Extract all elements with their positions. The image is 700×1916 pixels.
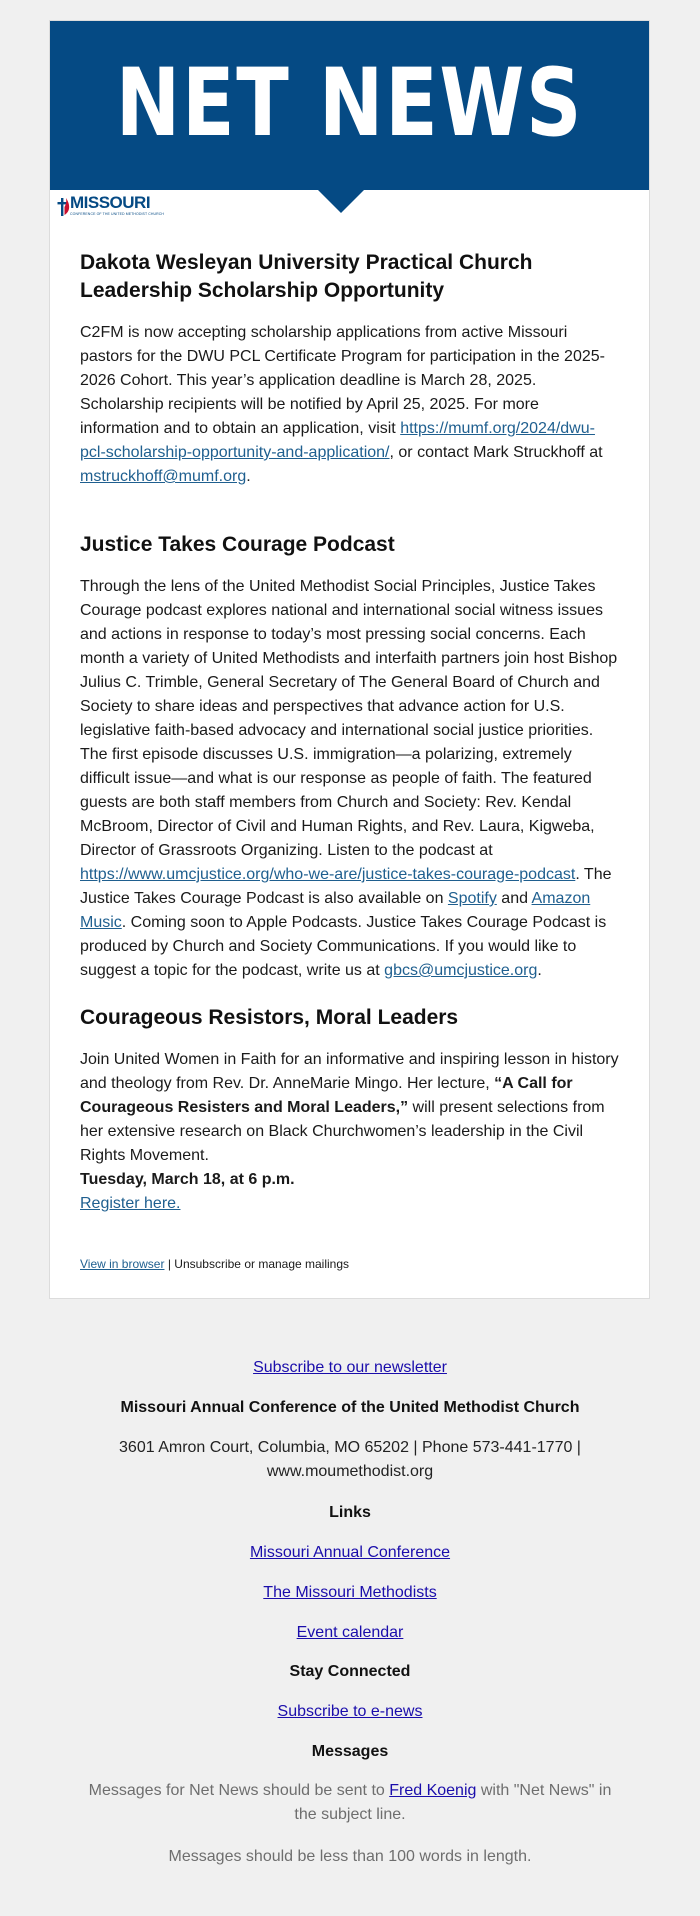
body-text: , or contact Mark Struckhoff at <box>389 444 603 461</box>
missouri-annual-conference-link[interactable]: Missouri Annual Conference <box>249 1544 451 1561</box>
event-date: Tuesday, March 18, at 6 p.m. <box>80 1171 295 1188</box>
links-row <box>0 1622 700 1644</box>
article-body <box>80 575 620 983</box>
stay-connected-heading: Stay Connected <box>289 1663 411 1680</box>
body-text: C2FM is now accepting scholarship applications from active Missouri pastors for the DWU PCL Certificate Program for participation in the 2025-2026 Cohort. This year’s application deadline is March 28, 2025. Scholarship recipients will be notified by April 25, 2025. For more information and to obtain an application, visit <box>80 324 605 437</box>
card-footer <box>80 1256 349 1272</box>
subscribe-newsletter-link[interactable]: Subscribe to our newsletter <box>253 1359 447 1376</box>
article-courageous-resistors <box>80 1004 620 1216</box>
banner-title: NET NEWS <box>115 49 584 158</box>
org-name: Missouri Annual Conference of the United Methodist Church <box>120 1399 580 1416</box>
podcast-link[interactable]: https://www.umcjustice.org/who-we-are/justice-takes-courage-podcast <box>80 866 576 883</box>
fred-koenig-link[interactable]: Fred Koenig <box>389 1782 477 1799</box>
article-title: Dakota Wesleyan University Practical Church Leadership Scholarship Opportunity <box>80 251 533 302</box>
article-podcast <box>80 531 620 983</box>
body-text: . Coming soon to Apple Podcasts. Justice Takes Courage Podcast is produced by Church and Society Communications. If you would like to suggest a topic for the podcast, write us at <box>80 914 607 979</box>
header-banner <box>50 21 649 190</box>
body-text: and <box>496 890 532 907</box>
missouri-methodists-link[interactable]: The Missouri Methodists <box>263 1584 437 1601</box>
body-text: . <box>246 468 251 485</box>
body-text: will present selections from her extensive research on Black Churchwomen’s leadership in the Civil Rights Movement. <box>80 1099 605 1164</box>
lecture-title: “A Call for Courageous Resisters and Moral Leaders,” <box>80 1075 573 1116</box>
article-title: Justice Takes Courage Podcast <box>80 533 395 556</box>
org-address: 3601 Amron Court, Columbia, MO 65202 | Phone 573-441-1770 | www.moumethodist.org <box>119 1439 581 1480</box>
links-heading: Links <box>329 1504 371 1521</box>
links-row <box>0 1582 700 1604</box>
missouri-logo <box>56 193 166 219</box>
article-body <box>80 1048 620 1216</box>
unsubscribe-text: Unsubscribe or manage mailings <box>174 1257 350 1271</box>
links-row <box>0 1542 700 1564</box>
scholarship-link[interactable]: https://mumf.org/2024/dwu-pcl-scholarship-opportunity-and-application/ <box>80 420 595 461</box>
logo-text: MISSOURI <box>70 193 151 212</box>
amazon-music-link[interactable]: Amazon Music <box>80 890 591 931</box>
banner-notch <box>317 189 365 213</box>
enews-row <box>0 1701 700 1723</box>
messages-length-note: Messages should be less than 100 words in length. <box>168 1848 532 1865</box>
subscribe-row <box>0 1357 700 1379</box>
body-text: Through the lens of the United Methodist Social Principles, Justice Takes Courage podcast explores national and international social witness issues and actions in response to today’s most pressing social concerns. Each month a variety of United Methodists and interfaith partners join host Bishop Julius C. Trimble, General Secretary of The General Board of Church and Society to share ideas and perspectives that advance action for U.S. legislative faith-based advocacy and international social justice priorities. The first episode discusses U.S. immigration—a polarizing, extremely difficult issue—and what is our response as people of faith. The featured guests are both staff members from Church and Society: Rev. Kendal McBroom, Director of Civil and Human Rights, and Rev. Laura, Kigweba, Director of Grassroots Organizing. Listen to the podcast at <box>80 578 618 859</box>
article-title: Courageous Resistors, Moral Leaders <box>80 1006 459 1029</box>
email-link[interactable]: mstruckhoff@mumf.org <box>80 468 247 485</box>
event-calendar-link[interactable]: Event calendar <box>296 1624 404 1641</box>
body-text: . The Justice Takes Courage Podcast is also available on <box>80 866 612 907</box>
note-text: with "Net News" in the subject line. <box>294 1782 612 1823</box>
email-link[interactable]: gbcs@umcjustice.org <box>384 962 538 979</box>
subscribe-enews-link[interactable]: Subscribe to e-news <box>277 1703 423 1720</box>
view-in-browser-link[interactable]: View in browser <box>80 1257 165 1271</box>
article-scholarship <box>80 249 620 489</box>
messages-heading: Messages <box>311 1743 389 1760</box>
body-text: Join United Women in Faith for an informative and inspiring lesson in history and theology from Rev. Dr. AnneMarie Mingo. Her lecture, <box>80 1051 619 1092</box>
spotify-link[interactable]: Spotify <box>447 890 497 907</box>
newsletter-card <box>49 20 650 1299</box>
body-text: . <box>537 962 542 979</box>
messages-note <box>80 1779 620 1827</box>
article-body <box>80 321 620 489</box>
logo-subtext: CONFERENCE OF THE UNITED METHODIST CHURCH <box>70 212 165 216</box>
register-link[interactable]: Register here. <box>80 1195 181 1212</box>
note-text: Messages for Net News should be sent to <box>88 1782 390 1799</box>
separator: | <box>164 1257 175 1271</box>
